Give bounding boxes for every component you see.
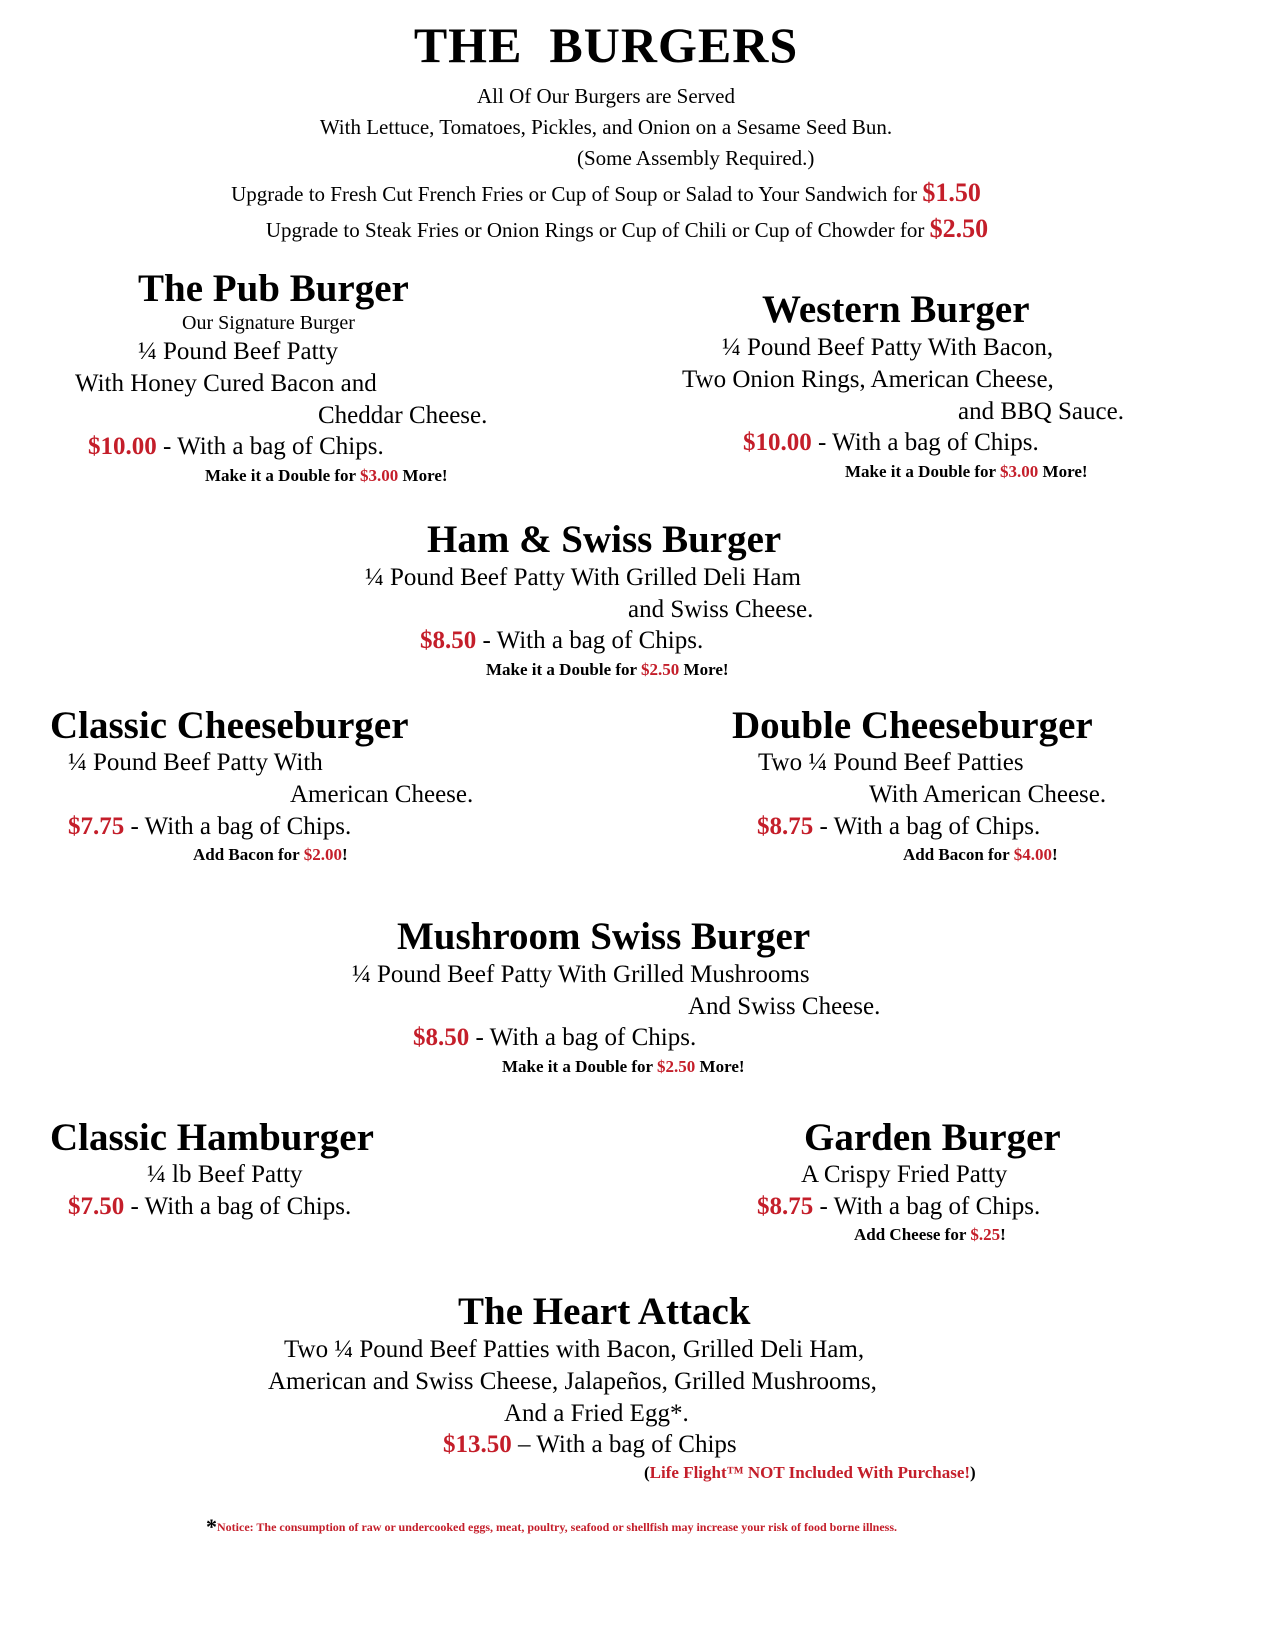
upgrade-2-text: Upgrade to Steak Fries or Onion Rings or Cup of Chili or Cup of Chowder for xyxy=(265,218,925,242)
garden-cheese-prefix: Add Cheese for xyxy=(854,1225,971,1244)
intro-line-1: All Of Our Burgers are Served xyxy=(477,84,735,108)
notice-text: Notice: The consumption of raw or undercooked eggs, meat, poultry, seafood or shellfish may increase your risk of food borne illness. xyxy=(217,1520,898,1534)
disclaimer-open: ( xyxy=(644,1463,650,1482)
classic-hamburger-price-line xyxy=(68,1193,351,1221)
pub-burger-double-note xyxy=(205,466,448,486)
asterisk: * xyxy=(206,1514,217,1539)
western-burger-name: Western Burger xyxy=(762,288,1030,331)
more-suffix: More! xyxy=(695,1057,745,1076)
western-burger-chips: - With a bag of Chips. xyxy=(811,429,1039,456)
upgrade-2-price: $2.50 xyxy=(929,214,989,243)
heart-attack-name: The Heart Attack xyxy=(458,1290,751,1333)
food-safety-notice xyxy=(206,1514,897,1540)
double-cheeseburger-bacon-note xyxy=(903,845,1058,865)
garden-burger-name: Garden Burger xyxy=(804,1116,1061,1159)
add-bacon-prefix: Add Bacon for xyxy=(903,845,1014,864)
ham-swiss-burger-line-2: and Swiss Cheese. xyxy=(628,596,814,623)
bang: ! xyxy=(1051,845,1058,864)
heart-attack-line-1: Two ¼ Pound Beef Patties with Bacon, Grilled Deli Ham, xyxy=(284,1336,865,1363)
upgrade-1-price: $1.50 xyxy=(922,178,981,207)
double-prefix: Make it a Double for xyxy=(486,660,642,679)
pub-burger-line-1: ¼ Pound Beef Patty xyxy=(138,338,338,365)
pub-burger-tagline: Our Signature Burger xyxy=(182,312,355,334)
pub-burger-line-2: With Honey Cured Bacon and xyxy=(75,370,377,397)
classic-cheeseburger-line-2: American Cheese. xyxy=(290,781,474,808)
ham-swiss-burger-price: $8.50 xyxy=(420,627,477,654)
heart-attack-price: $13.50 xyxy=(443,1431,512,1458)
classic-hamburger-price: $7.50 xyxy=(68,1193,125,1220)
intro-line-3: (Some Assembly Required.) xyxy=(577,146,815,170)
garden-burger-cheese-note xyxy=(854,1225,1006,1245)
more-suffix: More! xyxy=(1038,462,1088,481)
add-bacon-prefix: Add Bacon for xyxy=(193,845,304,864)
pub-burger-price-line xyxy=(88,433,384,461)
garden-burger-cheese-price: $.25 xyxy=(970,1225,1001,1244)
classic-cheeseburger-name: Classic Cheeseburger xyxy=(50,704,409,747)
double-cheeseburger-bacon-price: $4.00 xyxy=(1013,845,1052,864)
mushroom-swiss-burger-line-2: And Swiss Cheese. xyxy=(688,993,881,1020)
pub-burger-double-price: $3.00 xyxy=(360,466,399,485)
double-cheeseburger-chips: - With a bag of Chips. xyxy=(813,813,1041,840)
mushroom-swiss-burger-double-note xyxy=(502,1057,745,1077)
mushroom-swiss-burger-price-line xyxy=(413,1024,696,1052)
more-suffix: More! xyxy=(398,466,448,485)
mushroom-swiss-burger-chips: - With a bag of Chips. xyxy=(469,1024,697,1051)
upgrade-line-1 xyxy=(0,178,1212,208)
classic-cheeseburger-price-line xyxy=(68,813,351,841)
classic-cheeseburger-bacon-note xyxy=(193,845,348,865)
western-burger-double-note xyxy=(845,462,1088,482)
bang: ! xyxy=(341,845,348,864)
double-prefix: Make it a Double for xyxy=(845,462,1001,481)
classic-cheeseburger-price: $7.75 xyxy=(68,813,125,840)
pub-burger-name: The Pub Burger xyxy=(138,267,409,310)
intro-line-2: With Lettuce, Tomatoes, Pickles, and Onion on a Sesame Seed Bun. xyxy=(319,115,893,139)
double-cheeseburger-price-line xyxy=(757,813,1040,841)
life-flight-disclaimer: Life Flight™ NOT Included With Purchase! xyxy=(649,1463,971,1482)
pub-burger-line-3: Cheddar Cheese. xyxy=(318,402,488,429)
garden-burger-price-line xyxy=(757,1193,1040,1221)
mushroom-swiss-burger-price: $8.50 xyxy=(413,1024,470,1051)
ham-swiss-burger-chips: - With a bag of Chips. xyxy=(476,627,704,654)
mushroom-swiss-burger-name: Mushroom Swiss Burger xyxy=(397,915,811,958)
classic-hamburger-name: Classic Hamburger xyxy=(50,1116,374,1159)
heart-attack-line-2: American and Swiss Cheese, Jalapeños, Grilled Mushrooms, xyxy=(268,1368,877,1395)
double-prefix: Make it a Double for xyxy=(502,1057,658,1076)
classic-hamburger-line-1: ¼ lb Beef Patty xyxy=(147,1161,303,1188)
western-burger-price-line xyxy=(743,429,1039,457)
double-cheeseburger-name: Double Cheeseburger xyxy=(732,704,1093,747)
mushroom-swiss-burger-double-price: $2.50 xyxy=(657,1057,696,1076)
double-cheeseburger-line-1: Two ¼ Pound Beef Patties xyxy=(758,749,1024,776)
bang: ! xyxy=(1000,1225,1006,1244)
western-burger-double-price: $3.00 xyxy=(1000,462,1039,481)
double-cheeseburger-price: $8.75 xyxy=(757,813,814,840)
ham-swiss-burger-name: Ham & Swiss Burger xyxy=(427,518,782,561)
western-burger-line-3: and BBQ Sauce. xyxy=(958,398,1124,425)
ham-swiss-burger-double-note xyxy=(486,660,729,680)
heart-attack-price-line xyxy=(443,1431,737,1459)
classic-cheeseburger-chips: - With a bag of Chips. xyxy=(124,813,352,840)
more-suffix: More! xyxy=(679,660,729,679)
western-burger-line-1: ¼ Pound Beef Patty With Bacon, xyxy=(722,334,1054,361)
ham-swiss-burger-double-price: $2.50 xyxy=(641,660,680,679)
garden-burger-line-1: A Crispy Fried Patty xyxy=(801,1161,1008,1188)
garden-burger-chips: - With a bag of Chips. xyxy=(813,1193,1041,1220)
classic-cheeseburger-line-1: ¼ Pound Beef Patty With xyxy=(68,749,323,776)
upgrade-1-text: Upgrade to Fresh Cut French Fries or Cup of Soup or Salad to Your Sandwich for xyxy=(231,182,918,206)
western-burger-price: $10.00 xyxy=(743,429,812,456)
pub-burger-price: $10.00 xyxy=(88,433,157,460)
western-burger-line-2: Two Onion Rings, American Cheese, xyxy=(682,366,1054,393)
heart-attack-chips: – With a bag of Chips xyxy=(511,1431,737,1458)
ham-swiss-burger-price-line xyxy=(420,627,703,655)
pub-burger-chips: - With a bag of Chips. xyxy=(156,433,384,460)
heart-attack-disclaimer xyxy=(644,1463,976,1483)
garden-burger-price: $8.75 xyxy=(757,1193,814,1220)
disclaimer-close: ) xyxy=(970,1463,976,1482)
page-title: THE BURGERS xyxy=(413,17,799,73)
upgrade-line-2 xyxy=(0,214,1254,244)
heart-attack-line-3: And a Fried Egg*. xyxy=(504,1400,689,1427)
classic-hamburger-chips: - With a bag of Chips. xyxy=(124,1193,352,1220)
mushroom-swiss-burger-line-1: ¼ Pound Beef Patty With Grilled Mushrooms xyxy=(352,961,810,988)
classic-cheeseburger-bacon-price: $2.00 xyxy=(303,845,342,864)
double-cheeseburger-line-2: With American Cheese. xyxy=(869,781,1107,808)
ham-swiss-burger-line-1: ¼ Pound Beef Patty With Grilled Deli Ham xyxy=(365,564,801,591)
double-prefix: Make it a Double for xyxy=(205,466,361,485)
